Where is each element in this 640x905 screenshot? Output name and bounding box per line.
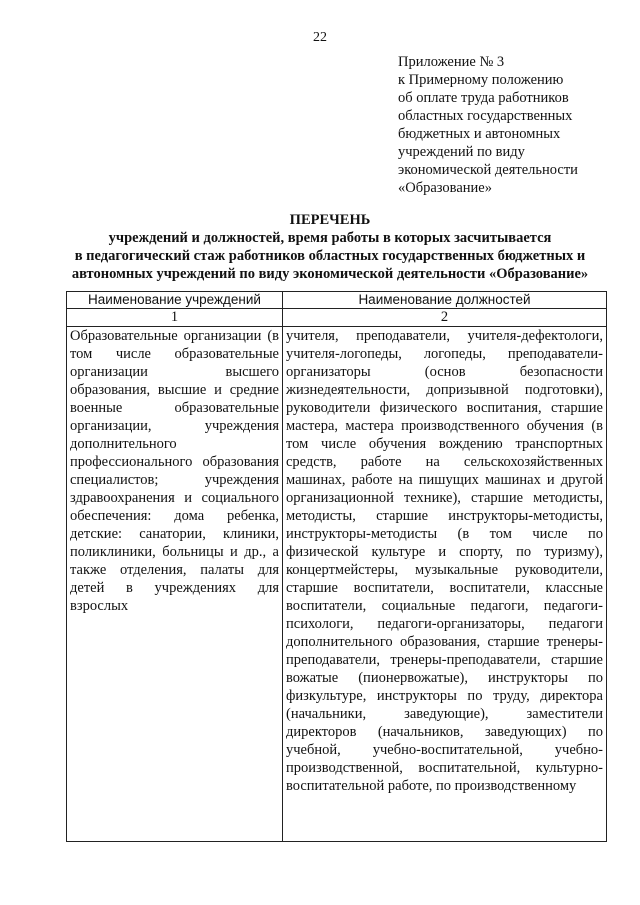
column-number: 1 [67,309,283,327]
appendix-line: областных государственных [398,108,573,124]
table-row [67,327,607,842]
appendix-line: учреждений по виду [398,144,525,160]
appendix-line: бюджетных и автономных [398,126,561,142]
document-subtitle-line: в педагогический стаж работников областных государственных бюджетных и [74,248,586,264]
document-subtitle-line: учреждений и должностей, время работы в которых засчитывается [108,230,552,246]
institutions-text: Образовательные организации (в том числе образовательные организации высшего образования, высшие и средние военные образовательные организации, учреждения дополнительного профессионального образования специалистов; учреждения здравоохранения и социального обеспечения: дома ребенка, детские: санатории, клиники, поликлиники, больницы и др., а также отделения, палаты для детей в учреждениях для взрослых [70,328,279,614]
positions-text: учителя, преподаватели, учителя-дефектологи, учителя-логопеды, логопеды, преподаватели-организаторы (основ безопасности жизнедеятельности, допризывной подготовки), руководители физического воспитания, старшие мастера, мастера производственного обучения (в том числе обучения вождению транспортных средств, работе на сельскохозяйственных машинах, работе на пишущих машинах и другой организационной технике), старшие методисты, методисты, старшие инструкторы-методисты, инструкторы-методисты (в том числе по физической культуре и спорту, по туризму), концертмейстеры, музыкальные руководители, старшие воспитатели, воспитатели, классные воспитатели, социальные педагоги, педагоги-психологи, педагоги-организаторы, педагоги дополнительного образования, старшие тренеры-преподаватели, тренеры-преподаватели, старшие вожатые (пионервожатые), инструкторы по физкультуре, инструкторы по труду, директора (начальники, заведующие), заместители директоров (начальников, заведующих) по учебной, учебно-воспитательной, учебно-производственной, воспитательной, культурно-воспитательной работе, по производственному [286,328,603,794]
institutions-cell [67,327,283,842]
column-header-institutions: Наименование учреждений [67,292,283,309]
page-number: 22 [313,30,327,45]
table-header-row [67,292,607,309]
appendix-line: Приложение № 3 [398,54,505,70]
appendix-line: экономической деятельности [398,162,578,178]
appendix-note [398,53,628,197]
column-number-row [67,309,607,327]
positions-cell [283,327,607,842]
appendix-line: «Образование» [398,180,492,196]
document-subtitle-line: автономных учреждений по виду экономической деятельности «Образование» [71,266,589,282]
positions-table [66,291,607,842]
column-header-positions: Наименование должностей [283,292,607,309]
document-heading [50,211,610,283]
appendix-line: об оплате труда работников [398,90,569,106]
document-title: ПЕРЕЧЕНЬ [289,212,371,228]
appendix-line: к Примерному положению [398,72,564,88]
column-number: 2 [283,309,607,327]
